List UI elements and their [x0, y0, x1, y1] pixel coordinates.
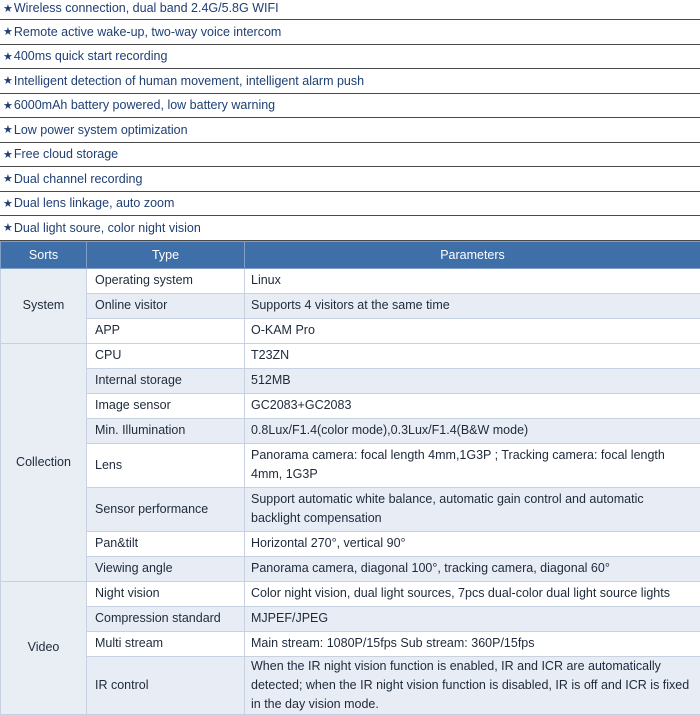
sort-cell-video: Video [1, 581, 87, 714]
feature-item: ★ 6000mAh battery powered, low battery warning [0, 94, 700, 119]
param-cell: GC2083+GC2083 [245, 393, 700, 418]
param-cell: Main stream: 1080P/15fps Sub stream: 360P/15fps [245, 631, 700, 656]
table-row [1, 581, 700, 606]
type-cell: Operating system [87, 268, 245, 293]
feature-item: ★ Wireless connection, dual band 2.4G/5.8G WIFI [0, 0, 700, 20]
sort-cell-collection: Collection [1, 343, 87, 581]
param-cell: When the IR night vision function is enabled, IR and ICR are automatically detected; when the IR night vision function is disabled, IR is off and ICR is fixed in the day vision mode. [245, 656, 700, 714]
table-row [1, 318, 700, 343]
param-cell: Panorama camera: focal length 4mm,1G3P ; Tracking camera: focal length 4mm, 1G3P [245, 443, 700, 487]
type-cell: Compression standard [87, 606, 245, 631]
table-row [1, 443, 700, 487]
param-cell: Support automatic white balance, automatic gain control and automatic backlight compensation [245, 487, 700, 531]
type-cell: Image sensor [87, 393, 245, 418]
feature-list [0, 0, 700, 241]
type-cell: CPU [87, 343, 245, 368]
param-cell: MJPEF/JPEG [245, 606, 700, 631]
star-icon: ★ [3, 50, 13, 63]
star-icon: ★ [3, 123, 13, 136]
table-row [1, 531, 700, 556]
table-row [1, 556, 700, 581]
param-cell: 0.8Lux/F1.4(color mode),0.3Lux/F1.4(B&W mode) [245, 418, 700, 443]
table-row [1, 418, 700, 443]
feature-item: ★ Dual lens linkage, auto zoom [0, 192, 700, 217]
table-row [1, 606, 700, 631]
feature-item: ★ Low power system optimization [0, 118, 700, 143]
type-cell: IR control [87, 656, 245, 714]
feature-item: ★ Remote active wake-up, two-way voice intercom [0, 20, 700, 45]
param-cell: 512MB [245, 368, 700, 393]
type-cell: Lens [87, 443, 245, 487]
type-cell: Online visitor [87, 293, 245, 318]
param-cell: Color night vision, dual light sources, 7pcs dual-color dual light source lights [245, 581, 700, 606]
table-row [1, 656, 700, 714]
type-cell: Internal storage [87, 368, 245, 393]
type-cell: Sensor performance [87, 487, 245, 531]
header-parameters: Parameters [245, 241, 700, 268]
type-cell: Min. Illumination [87, 418, 245, 443]
type-cell: Viewing angle [87, 556, 245, 581]
star-icon: ★ [3, 197, 13, 210]
feature-item: ★ Intelligent detection of human movement, intelligent alarm push [0, 69, 700, 94]
table-header-row [1, 241, 700, 268]
type-cell: APP [87, 318, 245, 343]
sort-cell-system: System [1, 268, 87, 343]
param-cell: T23ZN [245, 343, 700, 368]
param-cell: Supports 4 visitors at the same time [245, 293, 700, 318]
table-row [1, 268, 700, 293]
feature-item: ★ 400ms quick start recording [0, 45, 700, 70]
star-icon: ★ [3, 25, 13, 38]
star-icon: ★ [3, 2, 13, 15]
table-row [1, 631, 700, 656]
table-row [1, 293, 700, 318]
star-icon: ★ [3, 74, 13, 87]
star-icon: ★ [3, 148, 13, 161]
type-cell: Multi stream [87, 631, 245, 656]
param-cell: Panorama camera, diagonal 100°, tracking camera, diagonal 60° [245, 556, 700, 581]
type-cell: Pan&tilt [87, 531, 245, 556]
type-cell: Night vision [87, 581, 245, 606]
param-cell: Linux [245, 268, 700, 293]
spec-table [0, 241, 700, 715]
table-row [1, 393, 700, 418]
table-row [1, 368, 700, 393]
header-type: Type [87, 241, 245, 268]
star-icon: ★ [3, 172, 13, 185]
feature-item: ★ Dual channel recording [0, 167, 700, 192]
param-cell: Horizontal 270°, vertical 90° [245, 531, 700, 556]
star-icon: ★ [3, 99, 13, 112]
table-row [1, 487, 700, 531]
header-sorts: Sorts [1, 241, 87, 268]
star-icon: ★ [3, 221, 13, 234]
param-cell: O-KAM Pro [245, 318, 700, 343]
feature-item: ★ Free cloud storage [0, 143, 700, 168]
table-row [1, 343, 700, 368]
feature-item: ★ Dual light soure, color night vision [0, 216, 700, 241]
